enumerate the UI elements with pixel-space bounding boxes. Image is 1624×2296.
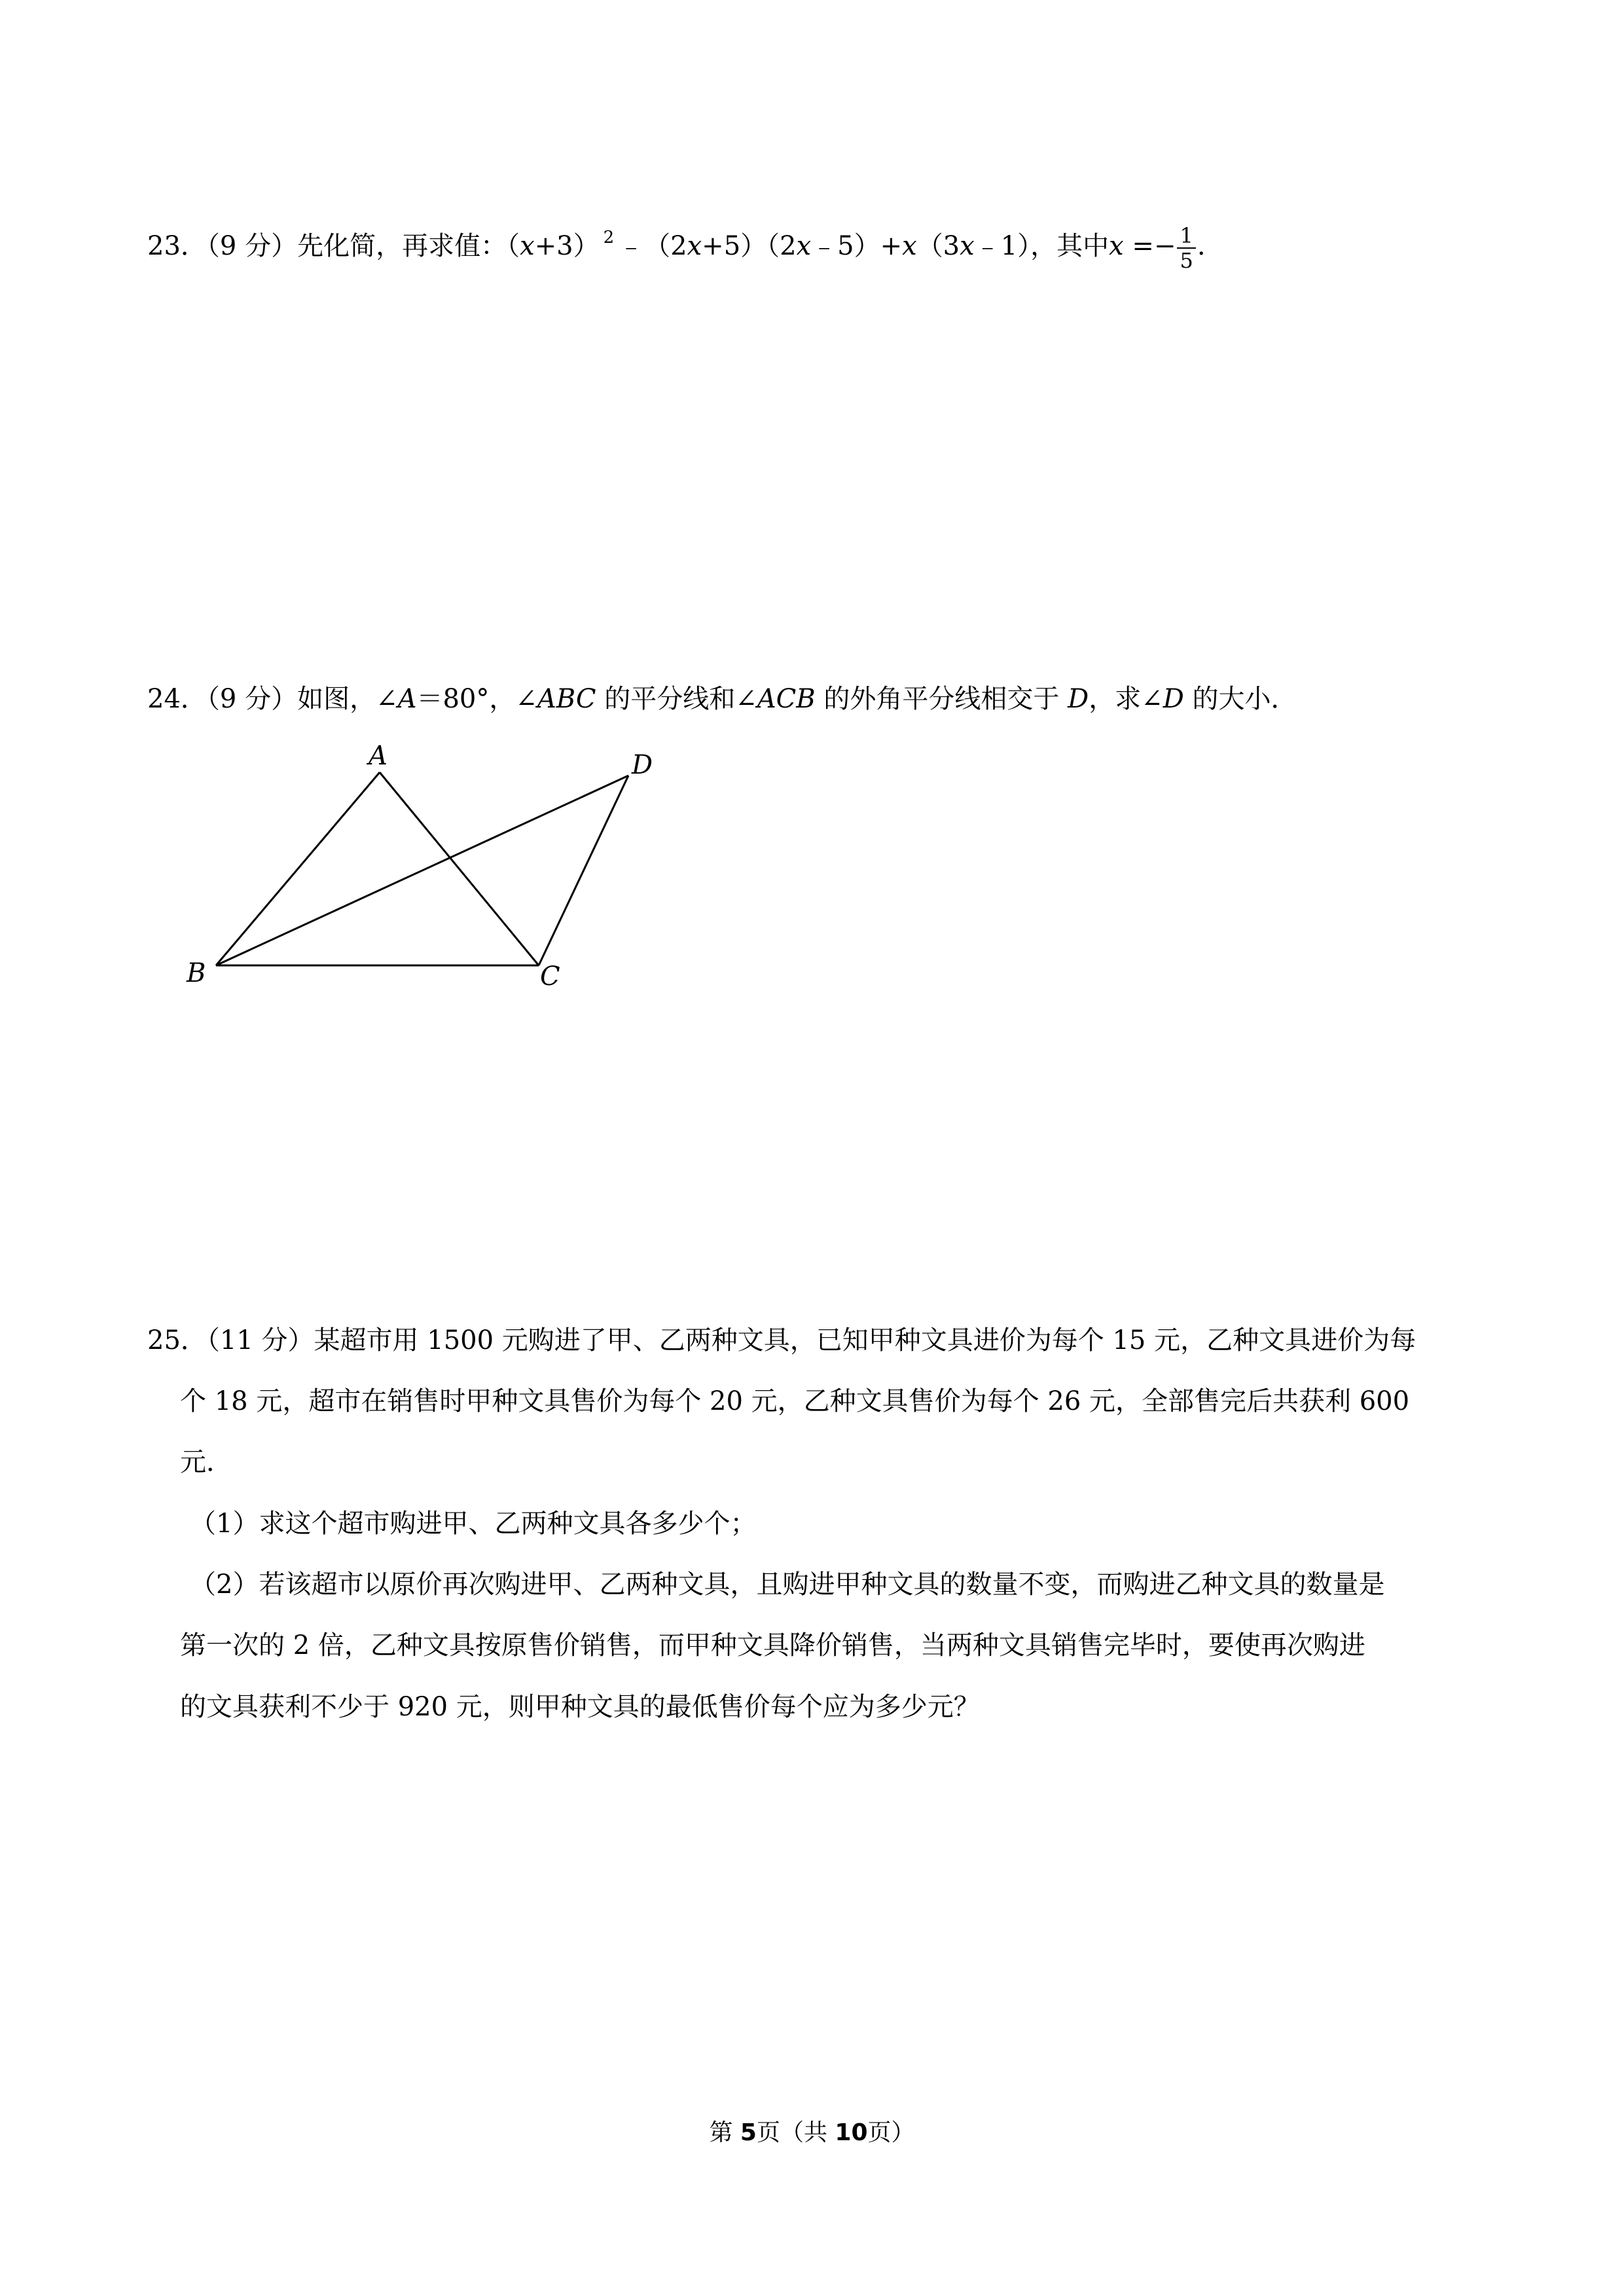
question-25-part-2-line-3: 的文具获利不少于 920 元，则甲种文具的最低售价每个应为多少元？ (180, 1692, 980, 1722)
segment-bd (216, 776, 628, 965)
question-score: （9 分） (206, 684, 298, 714)
var-A: A (397, 684, 417, 714)
question-text: 如图，∠ (297, 684, 398, 714)
question-text: ﹣5）+ (811, 231, 903, 261)
var-x: x (1109, 231, 1124, 261)
question-text: 的平分线和∠ (596, 684, 757, 714)
question-text: 先化简，再求值：（ (297, 231, 520, 261)
question-25-part-2-line-1: （2）若该超市以原价再次购进甲、乙两种文具，且购进甲种文具的数量不变，而购进乙种文具的数量是 (190, 1570, 1385, 1600)
question-23 (147, 219, 1206, 272)
question-text: 的大小． (1183, 684, 1297, 714)
var-x: x (796, 231, 812, 261)
equals-minus: =− (1123, 231, 1176, 261)
var-x: x (520, 231, 535, 261)
var-x: x (960, 231, 975, 261)
total-pages: 10 (835, 2119, 868, 2146)
label-a: A (369, 741, 388, 771)
question-25-line-2: 个 18 元，超市在销售时甲种文具售价为每个 20 元，乙种文具售价为每个 26 元，全部售完后共获利 600 (180, 1386, 1410, 1416)
segment-ac (380, 772, 539, 965)
question-25-line-3: 元． (180, 1447, 232, 1477)
label-d: D (632, 750, 653, 780)
segment-cd (539, 776, 628, 965)
question-score: （11 分） (206, 1325, 314, 1355)
question-number: 23． (147, 231, 207, 261)
fraction (1177, 224, 1195, 272)
footer-text: 页） (867, 2119, 915, 2146)
question-score: （9 分） (206, 231, 298, 261)
question-number: 24． (147, 684, 207, 714)
angle-ABC: ABC (537, 684, 596, 714)
question-text: 某超市用 1500 元购进了甲、乙两种文具，已知甲种文具进价为每个 15 元，乙种文具进价为每 (314, 1325, 1416, 1355)
exponent: 2 (603, 228, 615, 247)
fraction-numerator: 1 (1177, 224, 1195, 249)
page-footer (0, 2114, 1624, 2147)
question-text: ＝80°，∠ (416, 684, 537, 714)
question-text: ﹣（2 (618, 231, 687, 261)
fraction-denominator: 5 (1180, 248, 1193, 273)
question-number: 25． (147, 1325, 207, 1355)
footer-text: 第 (709, 2119, 740, 2146)
footer-text: 页（共 (756, 2119, 835, 2146)
var-x: x (902, 231, 917, 261)
page-number: 5 (740, 2119, 757, 2146)
angle-D: D (1163, 684, 1184, 714)
question-text: 的外角平分线相交于 (815, 684, 1068, 714)
triangle-figure (177, 733, 700, 995)
question-text: +5）（2 (702, 231, 797, 261)
question-text: ﹣1），其中 (974, 231, 1110, 261)
question-25-part-2-line-2: 第一次的 2 倍，乙种文具按原售价销售，而甲种文具降价销售，当两种文具销售完毕时，要使再次购进 (180, 1630, 1365, 1660)
question-24 (147, 681, 1297, 717)
label-b: B (187, 958, 206, 988)
label-c: C (540, 961, 560, 992)
question-text: （3 (916, 231, 960, 261)
segment-ba (216, 772, 380, 965)
question-text: ，求∠ (1089, 684, 1163, 714)
var-x: x (687, 231, 702, 261)
question-text: +3） (534, 231, 600, 261)
point-D: D (1068, 684, 1089, 714)
question-25-part-1: （1）求这个超市购进甲、乙两种文具各多少个； (190, 1509, 757, 1539)
period: . (1197, 231, 1206, 261)
angle-ACB: ACB (757, 684, 816, 714)
question-25-line-1 (147, 1322, 1416, 1359)
